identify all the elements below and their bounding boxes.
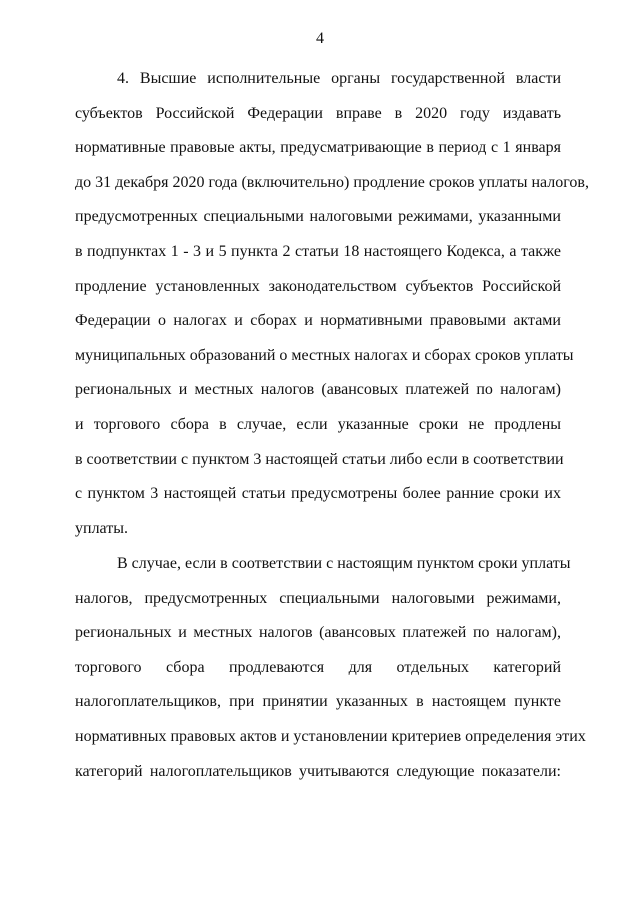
text-line: предусмотренных специальными налоговыми режимами, указанными — [75, 208, 561, 226]
text-line: В случае, если в соответствии с настоящим пунктом сроки уплаты — [117, 555, 571, 572]
text-line: нормативные правовые акты, предусматривающие в период с 1 января — [75, 139, 561, 157]
text-line: нормативных правовых актов и установлении критериев определения этих — [75, 727, 586, 745]
text-line: с пунктом 3 настоящей статьи предусмотрены более ранние сроки их — [75, 485, 561, 503]
text-line: в соответствии с пунктом 3 настоящей статьи либо если в соответствии — [75, 450, 564, 468]
text-line: категорий налогоплательщиков учитываются следующие показатели: — [75, 762, 561, 780]
text-line: торгового сбора продлеваются для отдельных категорий — [75, 658, 561, 676]
text-line: налогов, предусмотренных специальными налоговыми режимами, — [75, 589, 561, 607]
paragraph-item-4 — [75, 62, 589, 546]
text-line: региональных и местных налогов (авансовых платежей по налогам), — [75, 624, 561, 642]
text-line: Федерации о налогах и сборах и нормативными правовыми актами — [75, 312, 561, 330]
text-line: в подпунктах 1 - 3 и 5 пункта 2 статьи 18 настоящего Кодекса, а также — [75, 242, 561, 260]
text-line: муниципальных образований о местных налогах и сборах сроков уплаты — [75, 346, 574, 364]
text-line: 4. Высшие исполнительные органы государственной власти — [117, 70, 561, 87]
text-line: и торгового сбора в случае, если указанные сроки не продлены — [75, 415, 561, 433]
paragraph-case-criteria — [75, 547, 586, 789]
text-line: до 31 декабря 2020 года (включительно) продление сроков уплаты налогов, — [75, 173, 589, 191]
text-line: уплаты. — [75, 519, 128, 537]
page-number: 4 — [316, 30, 324, 47]
text-line: продление установленных законодательством субъектов Российской — [75, 277, 561, 295]
text-line: налогоплательщиков, при принятии указанных в настоящем пункте — [75, 693, 561, 711]
text-line: региональных и местных налогов (авансовых платежей по налогам) — [75, 381, 561, 399]
text-line: субъектов Российской Федерации вправе в 2020 году издавать — [75, 104, 561, 122]
